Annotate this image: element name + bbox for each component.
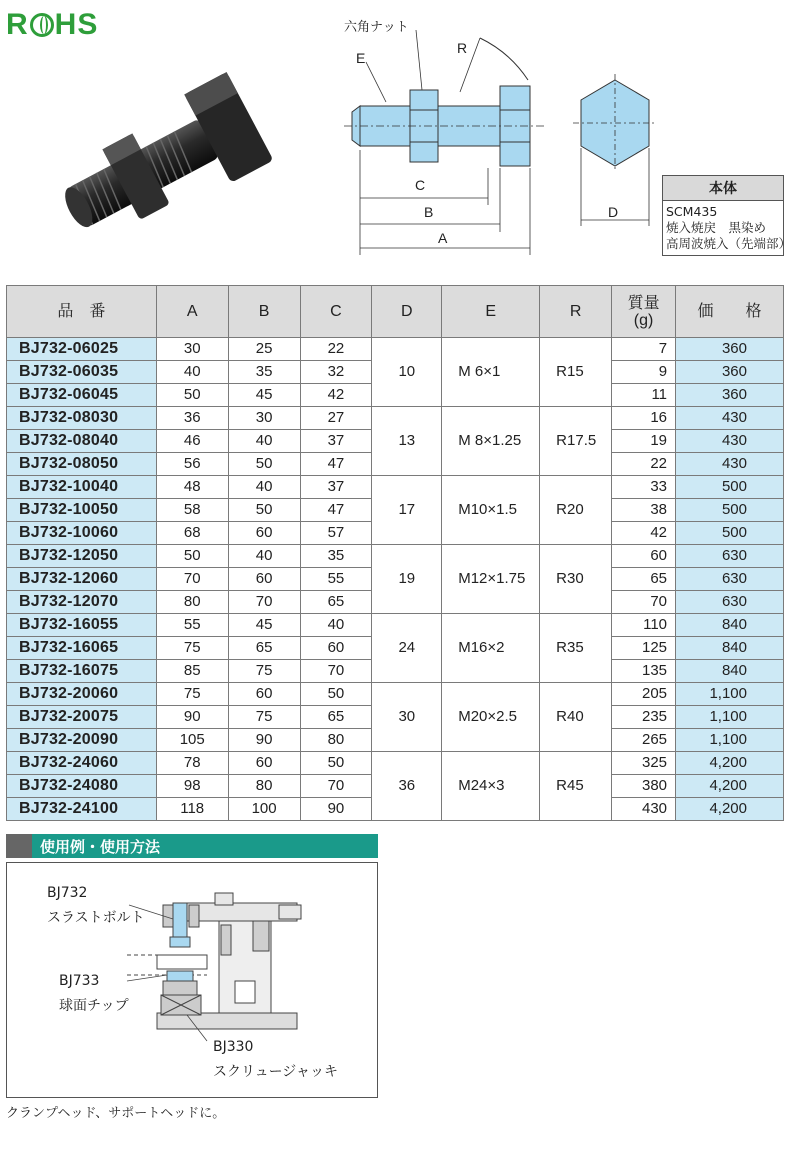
dim-c-cell: 80	[300, 729, 372, 752]
dim-c-cell: 37	[300, 430, 372, 453]
dim-a-cell: 40	[156, 361, 228, 384]
part-number-cell: BJ732-12070	[7, 591, 157, 614]
mass-cell: 380	[612, 775, 676, 798]
dim-b-cell: 45	[228, 384, 300, 407]
mass-cell: 33	[612, 476, 676, 499]
price-cell: 4,200	[676, 775, 784, 798]
part-number-cell: BJ732-08030	[7, 407, 157, 430]
dim-b-cell: 30	[228, 407, 300, 430]
dim-a-cell: 75	[156, 637, 228, 660]
dim-c-cell: 50	[300, 683, 372, 706]
mass-cell: 11	[612, 384, 676, 407]
price-cell: 840	[676, 637, 784, 660]
price-cell: 630	[676, 591, 784, 614]
bj330-code: BJ330	[213, 1039, 254, 1055]
radius-r-cell: R15	[540, 338, 612, 407]
dim-c-cell: 60	[300, 637, 372, 660]
dim-a-cell: 56	[156, 453, 228, 476]
mass-cell: 60	[612, 545, 676, 568]
dim-a-cell: 58	[156, 499, 228, 522]
dim-d-cell: 36	[372, 752, 442, 821]
part-number-cell: BJ732-16075	[7, 660, 157, 683]
price-cell: 360	[676, 384, 784, 407]
dim-r-label: R	[457, 40, 468, 56]
part-number-cell: BJ732-12060	[7, 568, 157, 591]
dim-a-cell: 118	[156, 798, 228, 821]
mass-cell: 65	[612, 568, 676, 591]
bj330-name: スクリュージャッキ	[213, 1064, 339, 1080]
price-cell: 840	[676, 660, 784, 683]
material-line: SCM435	[666, 204, 718, 219]
dim-b-cell: 60	[228, 568, 300, 591]
dim-a-cell: 105	[156, 729, 228, 752]
dim-d-cell: 17	[372, 476, 442, 545]
column-header: C	[300, 286, 372, 338]
usage-diagram-box	[6, 862, 378, 1098]
dim-b-cell: 100	[228, 798, 300, 821]
dim-b-cell: 25	[228, 338, 300, 361]
dim-c-cell: 32	[300, 361, 372, 384]
dim-a-cell: 55	[156, 614, 228, 637]
product-photo	[40, 60, 290, 240]
mass-cell: 205	[612, 683, 676, 706]
dim-b-cell: 75	[228, 706, 300, 729]
thread-e-cell: M 6×1	[442, 338, 540, 407]
part-number-cell: BJ732-20075	[7, 706, 157, 729]
dim-a-cell: 46	[156, 430, 228, 453]
column-header: D	[372, 286, 442, 338]
dim-b-cell: 40	[228, 476, 300, 499]
mass-cell: 7	[612, 338, 676, 361]
column-header: 品 番	[7, 286, 157, 338]
price-cell: 430	[676, 430, 784, 453]
dim-b-cell: 90	[228, 729, 300, 752]
part-number-cell: BJ732-20090	[7, 729, 157, 752]
dim-a-cell: 50	[156, 545, 228, 568]
rohs-logo: R HS	[6, 8, 99, 41]
dim-d-cell: 30	[372, 683, 442, 752]
dim-a-cell: 98	[156, 775, 228, 798]
bj733-name: 球面チップ	[59, 998, 129, 1014]
dim-b-cell: 45	[228, 614, 300, 637]
thread-e-cell: M20×2.5	[442, 683, 540, 752]
dim-b-cell: 35	[228, 361, 300, 384]
part-number-cell: BJ732-08040	[7, 430, 157, 453]
globe-icon	[30, 13, 54, 37]
dim-a-cell: 78	[156, 752, 228, 775]
price-cell: 1,100	[676, 706, 784, 729]
dim-a-cell: 70	[156, 568, 228, 591]
mass-cell: 325	[612, 752, 676, 775]
price-cell: 1,100	[676, 683, 784, 706]
price-cell: 500	[676, 522, 784, 545]
table-row	[7, 476, 784, 499]
part-number-cell: BJ732-10050	[7, 499, 157, 522]
mass-cell: 70	[612, 591, 676, 614]
bj732-name: スラストボルト	[47, 910, 145, 926]
part-number-cell: BJ732-10060	[7, 522, 157, 545]
mass-cell: 265	[612, 729, 676, 752]
dim-a-cell: 30	[156, 338, 228, 361]
spec-table	[6, 285, 784, 821]
mass-cell: 430	[612, 798, 676, 821]
price-cell: 630	[676, 568, 784, 591]
dim-c-cell: 57	[300, 522, 372, 545]
dim-c-cell: 42	[300, 384, 372, 407]
dim-c-cell: 35	[300, 545, 372, 568]
material-body	[663, 201, 792, 255]
column-header: 価 格	[676, 286, 784, 338]
price-cell: 500	[676, 476, 784, 499]
price-cell: 360	[676, 361, 784, 384]
dim-c-cell: 27	[300, 407, 372, 430]
mass-cell: 9	[612, 361, 676, 384]
column-header: E	[442, 286, 540, 338]
dim-b-cell: 60	[228, 522, 300, 545]
mass-cell: 125	[612, 637, 676, 660]
dim-d-label: D	[608, 204, 619, 220]
part-number-cell: BJ732-24100	[7, 798, 157, 821]
thread-e-cell: M 8×1.25	[442, 407, 540, 476]
column-header: 質量 (g)	[612, 286, 676, 338]
part-number-cell: BJ732-08050	[7, 453, 157, 476]
table-row	[7, 545, 784, 568]
price-cell: 4,200	[676, 752, 784, 775]
dim-a-cell: 80	[156, 591, 228, 614]
dim-c-cell: 47	[300, 453, 372, 476]
part-number-cell: BJ732-24060	[7, 752, 157, 775]
price-cell: 1,100	[676, 729, 784, 752]
column-header: R	[540, 286, 612, 338]
thread-e-cell: M12×1.75	[442, 545, 540, 614]
part-number-cell: BJ732-06035	[7, 361, 157, 384]
radius-r-cell: R20	[540, 476, 612, 545]
dim-b-cell: 50	[228, 499, 300, 522]
table-row	[7, 752, 784, 775]
radius-r-cell: R45	[540, 752, 612, 821]
price-cell: 430	[676, 407, 784, 430]
dim-a-label: A	[438, 230, 448, 246]
part-number-cell: BJ732-10040	[7, 476, 157, 499]
bj732-code: BJ732	[47, 885, 88, 901]
usage-caption: クランプヘッド、サポートヘッドに。	[6, 1106, 226, 1121]
radius-r-cell: R17.5	[540, 407, 612, 476]
radius-r-cell: R30	[540, 545, 612, 614]
dim-c-cell: 37	[300, 476, 372, 499]
dim-a-cell: 68	[156, 522, 228, 545]
dim-b-cell: 65	[228, 637, 300, 660]
thread-e-cell: M24×3	[442, 752, 540, 821]
dim-c-cell: 65	[300, 591, 372, 614]
dim-b-cell: 60	[228, 752, 300, 775]
mass-cell: 135	[612, 660, 676, 683]
dim-c-cell: 50	[300, 752, 372, 775]
part-number-cell: BJ732-06045	[7, 384, 157, 407]
dim-a-cell: 48	[156, 476, 228, 499]
thread-e-cell: M10×1.5	[442, 476, 540, 545]
part-number-cell: BJ732-24080	[7, 775, 157, 798]
dim-b-cell: 40	[228, 545, 300, 568]
price-cell: 500	[676, 499, 784, 522]
dim-b-label: B	[424, 204, 434, 220]
material-box	[662, 175, 792, 256]
dim-d-cell: 19	[372, 545, 442, 614]
dim-b-cell: 60	[228, 683, 300, 706]
dim-c-cell: 22	[300, 338, 372, 361]
radius-r-cell: R35	[540, 614, 612, 683]
mass-cell: 110	[612, 614, 676, 637]
part-number-cell: BJ732-16065	[7, 637, 157, 660]
dim-c-cell: 70	[300, 775, 372, 798]
dim-a-cell: 75	[156, 683, 228, 706]
hex-nut-label: 六角ナット	[344, 19, 409, 34]
dim-c-cell: 65	[300, 706, 372, 729]
section-tab	[6, 834, 32, 858]
mass-cell: 16	[612, 407, 676, 430]
dim-d-cell: 24	[372, 614, 442, 683]
table-header-row	[7, 286, 784, 338]
dim-a-cell: 90	[156, 706, 228, 729]
price-cell: 840	[676, 614, 784, 637]
part-number-cell: BJ732-16055	[7, 614, 157, 637]
material-line: 高周波焼入（先端部）	[666, 236, 792, 251]
dim-c-cell: 40	[300, 614, 372, 637]
table-row	[7, 614, 784, 637]
dim-d-cell: 13	[372, 407, 442, 476]
mass-cell: 19	[612, 430, 676, 453]
dim-c-cell: 90	[300, 798, 372, 821]
dim-b-cell: 70	[228, 591, 300, 614]
column-header: A	[156, 286, 228, 338]
material-line: 焼入焼戻 黒染め	[666, 220, 767, 235]
radius-r-cell: R40	[540, 683, 612, 752]
mass-cell: 235	[612, 706, 676, 729]
mass-cell: 22	[612, 453, 676, 476]
thread-e-cell: M16×2	[442, 614, 540, 683]
part-number-cell: BJ732-12050	[7, 545, 157, 568]
usage-section-bar	[6, 834, 378, 858]
price-cell: 360	[676, 338, 784, 361]
price-cell: 630	[676, 545, 784, 568]
mass-cell: 38	[612, 499, 676, 522]
dim-a-cell: 85	[156, 660, 228, 683]
dim-b-cell: 80	[228, 775, 300, 798]
column-header: B	[228, 286, 300, 338]
part-number-cell: BJ732-20060	[7, 683, 157, 706]
dim-c-cell: 55	[300, 568, 372, 591]
price-cell: 4,200	[676, 798, 784, 821]
dim-c-cell: 70	[300, 660, 372, 683]
dim-c-cell: 47	[300, 499, 372, 522]
table-row	[7, 338, 784, 361]
dim-d-cell: 10	[372, 338, 442, 407]
material-header: 本体	[663, 176, 783, 201]
bj733-code: BJ733	[59, 973, 100, 989]
dim-b-cell: 50	[228, 453, 300, 476]
table-row	[7, 407, 784, 430]
dim-b-cell: 40	[228, 430, 300, 453]
mass-cell: 42	[612, 522, 676, 545]
dim-a-cell: 50	[156, 384, 228, 407]
table-row	[7, 683, 784, 706]
dim-c-label: C	[415, 177, 426, 193]
part-number-cell: BJ732-06025	[7, 338, 157, 361]
usage-section-title: 使用例・使用方法	[40, 838, 161, 856]
dim-b-cell: 75	[228, 660, 300, 683]
dim-e-label: E	[356, 50, 366, 66]
price-cell: 430	[676, 453, 784, 476]
dim-a-cell: 36	[156, 407, 228, 430]
